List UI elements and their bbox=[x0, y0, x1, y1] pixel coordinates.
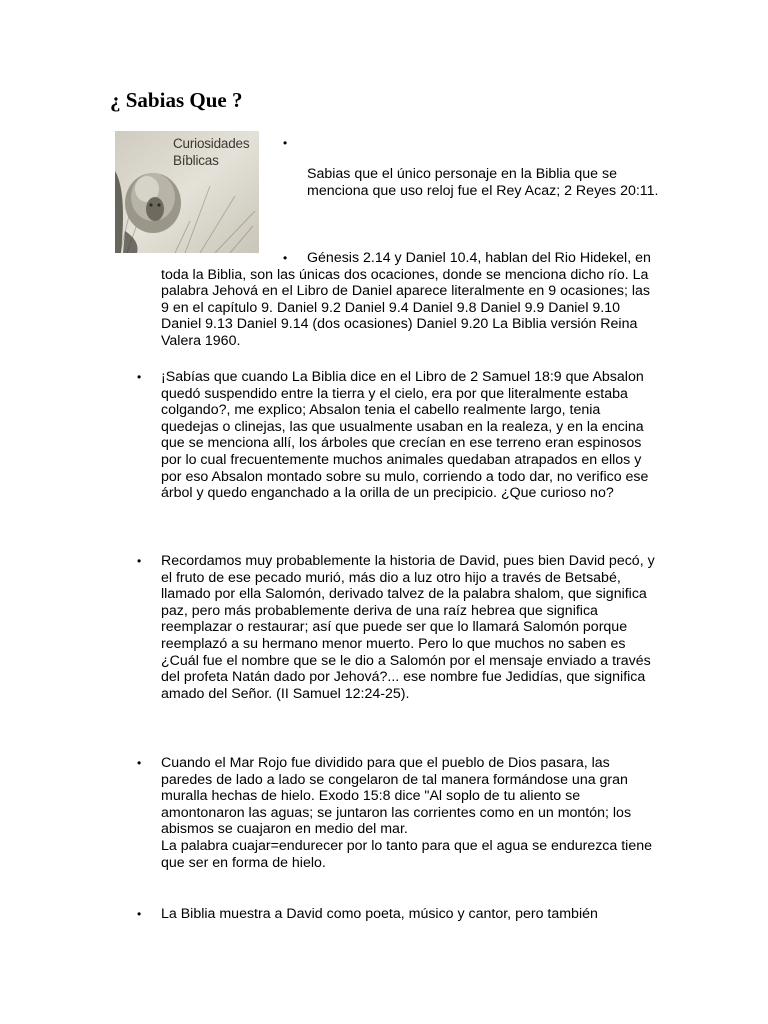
page-title: ¿ Sabias Que ? bbox=[110, 88, 243, 112]
bullet-icon: • bbox=[137, 370, 142, 384]
list-item bbox=[161, 755, 661, 871]
bullet-icon: • bbox=[137, 907, 142, 921]
list-item-text-continued: La palabra cuajar=endurecer por lo tanto para que el agua se endurezca tiene que ser en forma de hielo. bbox=[161, 837, 652, 871]
caption-line-1: Curiosidades bbox=[173, 136, 250, 151]
list-item: Génesis 2.14 y Daniel 10.4, hablan del Rio Hidekel, en toda la Biblia, son las únicas dos ocaciones, donde se menciona dicho río. La palabra Jehová en el Libro de Daniel aparece literalmente en 9 ocasiones; las 9 en el capítulo 9. Daniel 9.2 Daniel 9.4 Daniel 9.8 Daniel 9.9 Daniel 9.10 Daniel 9.13 Daniel 9.14 (dos ocasiones) Daniel 9.20 La Biblia versión Reina Valera 1960. bbox=[161, 250, 651, 349]
bullet-icon: • bbox=[283, 251, 288, 265]
curiosidades-biblicas-image bbox=[115, 131, 259, 253]
bullet-icon: • bbox=[137, 554, 142, 568]
list-item: ¡Sabías que cuando La Biblia dice en el Libro de 2 Samuel 18:9 que Absalon quedó suspendido entre la tierra y el cielo, era por que literalmente estaba colgando?, me explico; Absalon tenia el cabello realmente largo, tenia quedejas o clinejas, las que usualmente usaban en la realeza, y en la encina que se menciona allí, los árboles que crecían en ese terreno eran espinosos por lo cual frecuentemente muchos animales quedaban atrapados en ellos y por eso Absalon montado sobre su mulo, corriendo a todo dar, no verifico ese árbol y quedo enganchado a la orilla de un precipicio. ¿Que curioso no? bbox=[161, 369, 649, 502]
list-item: Sabias que el único personaje en la Biblia que se menciona que uso reloj fue el Rey Acaz; 2 Reyes 20:11. bbox=[307, 166, 659, 199]
list-item: Recordamos muy probablemente la historia de David, pues bien David pecó, y el fruto de ese pecado murió, más dio a luz otro hijo a través de Betsabé, llamado por ella Salomón, derivado talvez de la palabra shalom, que significa paz, pero más probablemente deriva de una raíz hebrea que significa reemplazar o restaurar; así que puede ser que lo llamará Salomón porque reemplazó a su hermano menor muerto. Pero lo que muchos no saben es ¿Cuál fue el nombre que se le dio a Salomón por el mensaje enviado a través del profeta Natán dado por Jehová?... ese nombre fue Jedidías, que significa amado del Señor. (II Samuel 12:24-25). bbox=[161, 553, 655, 702]
list-item-text: Cuando el Mar Rojo fue dividido para que el pueblo de Dios pasara, las paredes de lado a lado se congelaron de tal manera formándose una gran muralla hechas de hielo. Exodo 15:8 dice "Al soplo de tu aliento se amontonaron las aguas; se juntaron las corrientes como en un montón; los abismos se cuajaron en medio del mar. bbox=[161, 755, 632, 838]
list-item: La Biblia muestra a David como poeta, músico y cantor, pero también bbox=[161, 906, 598, 922]
caption-line-2: Bíblicas bbox=[173, 153, 219, 168]
bullet-icon: • bbox=[283, 136, 288, 150]
illustration-caption bbox=[173, 135, 249, 169]
bullet-icon: • bbox=[137, 756, 142, 770]
